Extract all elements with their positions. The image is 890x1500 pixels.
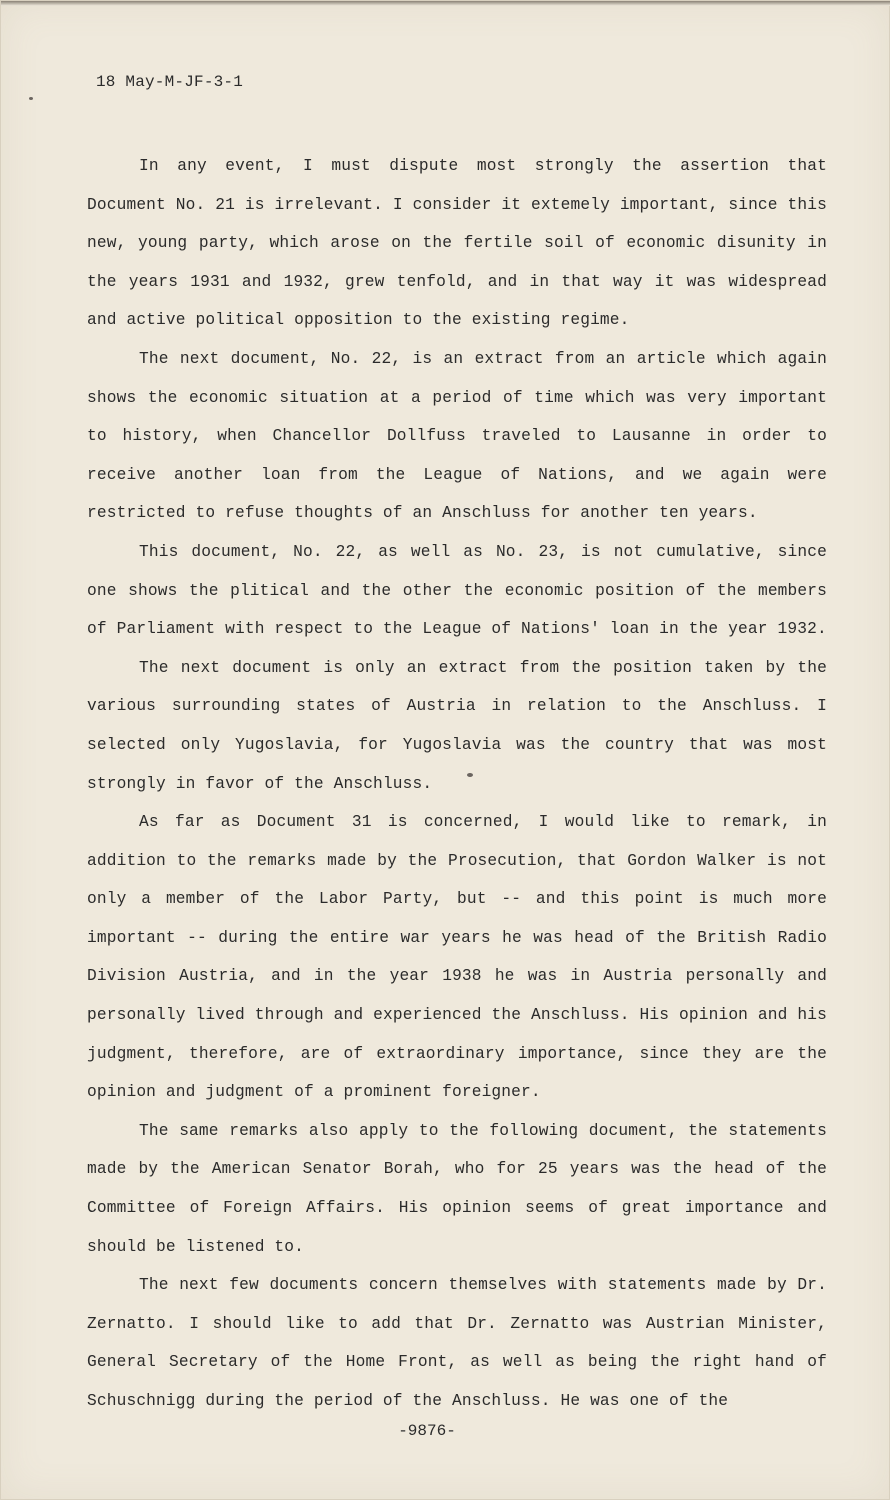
paragraph: As far as Document 31 is concerned, I would like to remark, in addition to the remarks made by the Prosecution, that Gordon Walker is not only a member of the Labor Party, but -- and this point is much more important -- during the entire war years he was head of the British Radio Division Austria, and in the year 1938 he was in Austria personally and personally lived through and experienced the Anschluss. His opinion and his judgment, therefore, are of extraordinary importance, since they are the opinion and judgment of a prominent foreigner.	[87, 813, 827, 1102]
paragraph: This document, No. 22, as well as No. 23, is not cumulative, since one shows the plitical and the other the economic position of the members of Parliament with respect to the League of Nations' loan in the year 1932.	[87, 542, 827, 639]
document-header-code: 18 May-M-JF-3-1	[96, 73, 244, 91]
paragraph: The same remarks also apply to the following document, the statements made by the American Senator Borah, who for 25 years was the head of the Committee of Foreign Affairs. His opinion seems of great importance and should be listened to.	[87, 1121, 827, 1256]
paragraph: The next few documents concern themselves with statements made by Dr. Zernatto. I should like to add that Dr. Zernatto was Austrian Minister, General Secretary of the Home Front, as well as being the right hand of Schuschnigg during the period of the Anschluss. He was one of the	[87, 1276, 827, 1410]
page-top-edge	[1, 1, 890, 6]
paragraph: The next document is only an extract from the position taken by the various surrounding states of Austria in relation to the Anschluss. I selected only Yugoslavia, for Yugoslavia was the country that was most strongly in favor of the Anschluss.	[87, 658, 827, 793]
paper-speck	[467, 773, 473, 777]
paper-speck	[29, 97, 33, 100]
paragraph: In any event, I must dispute most strongly the assertion that Document No. 21 is irrelevant. I consider it extemely important, since this new, young party, which arose on the fertile soil of economic disunity in the years 1931 and 1932, grew tenfold, and in that way it was widespread and active political opposition to the existing regime.	[87, 157, 827, 330]
page-number: -9876-	[398, 1422, 456, 1440]
document-body	[87, 147, 827, 1421]
paragraph: The next document, No. 22, is an extract from an article which again shows the economic situation at a period of time which was very important to history, when Chancellor Dollfuss traveled to Lausanne in order to receive another loan from the League of Nations, and we again were restricted to refuse thoughts of an Anschluss for another ten years.	[87, 349, 827, 523]
